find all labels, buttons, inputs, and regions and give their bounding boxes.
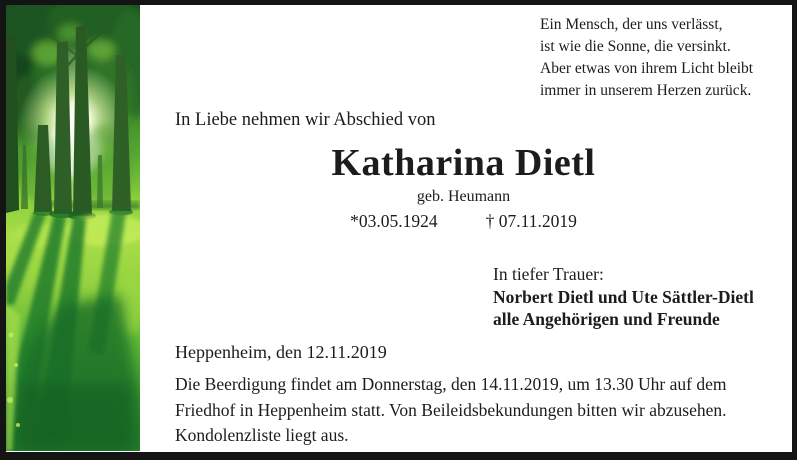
funeral-line: Friedhof in Heppenheim statt. Von Beileidsbekundungen bitten wir abzusehen. bbox=[175, 399, 727, 420]
funeral-info bbox=[175, 372, 726, 449]
deceased-block bbox=[175, 141, 752, 232]
funeral-line: Die Beerdigung findet am Donnerstag, den 14.11.2019, um 13.30 Uhr auf dem bbox=[175, 374, 727, 394]
poem-line: Ein Mensch, der uns verlässt, bbox=[540, 16, 723, 33]
deceased-name: Katharina Dietl bbox=[331, 142, 596, 184]
funeral-line: Kondolenzliste liegt aus. bbox=[175, 425, 349, 445]
forest-photo bbox=[6, 5, 140, 451]
mourning-block bbox=[493, 263, 754, 331]
forest-sunlight-photo bbox=[6, 5, 140, 451]
death-date: † 07.11.2019 bbox=[485, 211, 577, 231]
farewell-intro: In Liebe nehmen wir Abschied von bbox=[175, 110, 436, 130]
memorial-poem bbox=[540, 14, 753, 102]
birth-date: *03.05.1924 bbox=[350, 211, 438, 231]
poem-line: ist wie die Sonne, die versinkt. bbox=[540, 38, 731, 55]
poem-line: Aber etwas von ihrem Licht bleibt bbox=[540, 60, 754, 77]
mourner-line: Norbert Dietl und Ute Sättler-Dietl bbox=[493, 286, 754, 307]
mourning-label: In tiefer Trauer: bbox=[493, 264, 604, 284]
poem-line: immer in unserem Herzen zurück. bbox=[540, 82, 752, 99]
place-and-date: Heppenheim, den 12.11.2019 bbox=[175, 342, 387, 362]
life-dates bbox=[175, 210, 752, 232]
birth-name: geb. Heumann bbox=[416, 188, 511, 205]
mourner-line: alle Angehörigen und Freunde bbox=[493, 309, 720, 329]
